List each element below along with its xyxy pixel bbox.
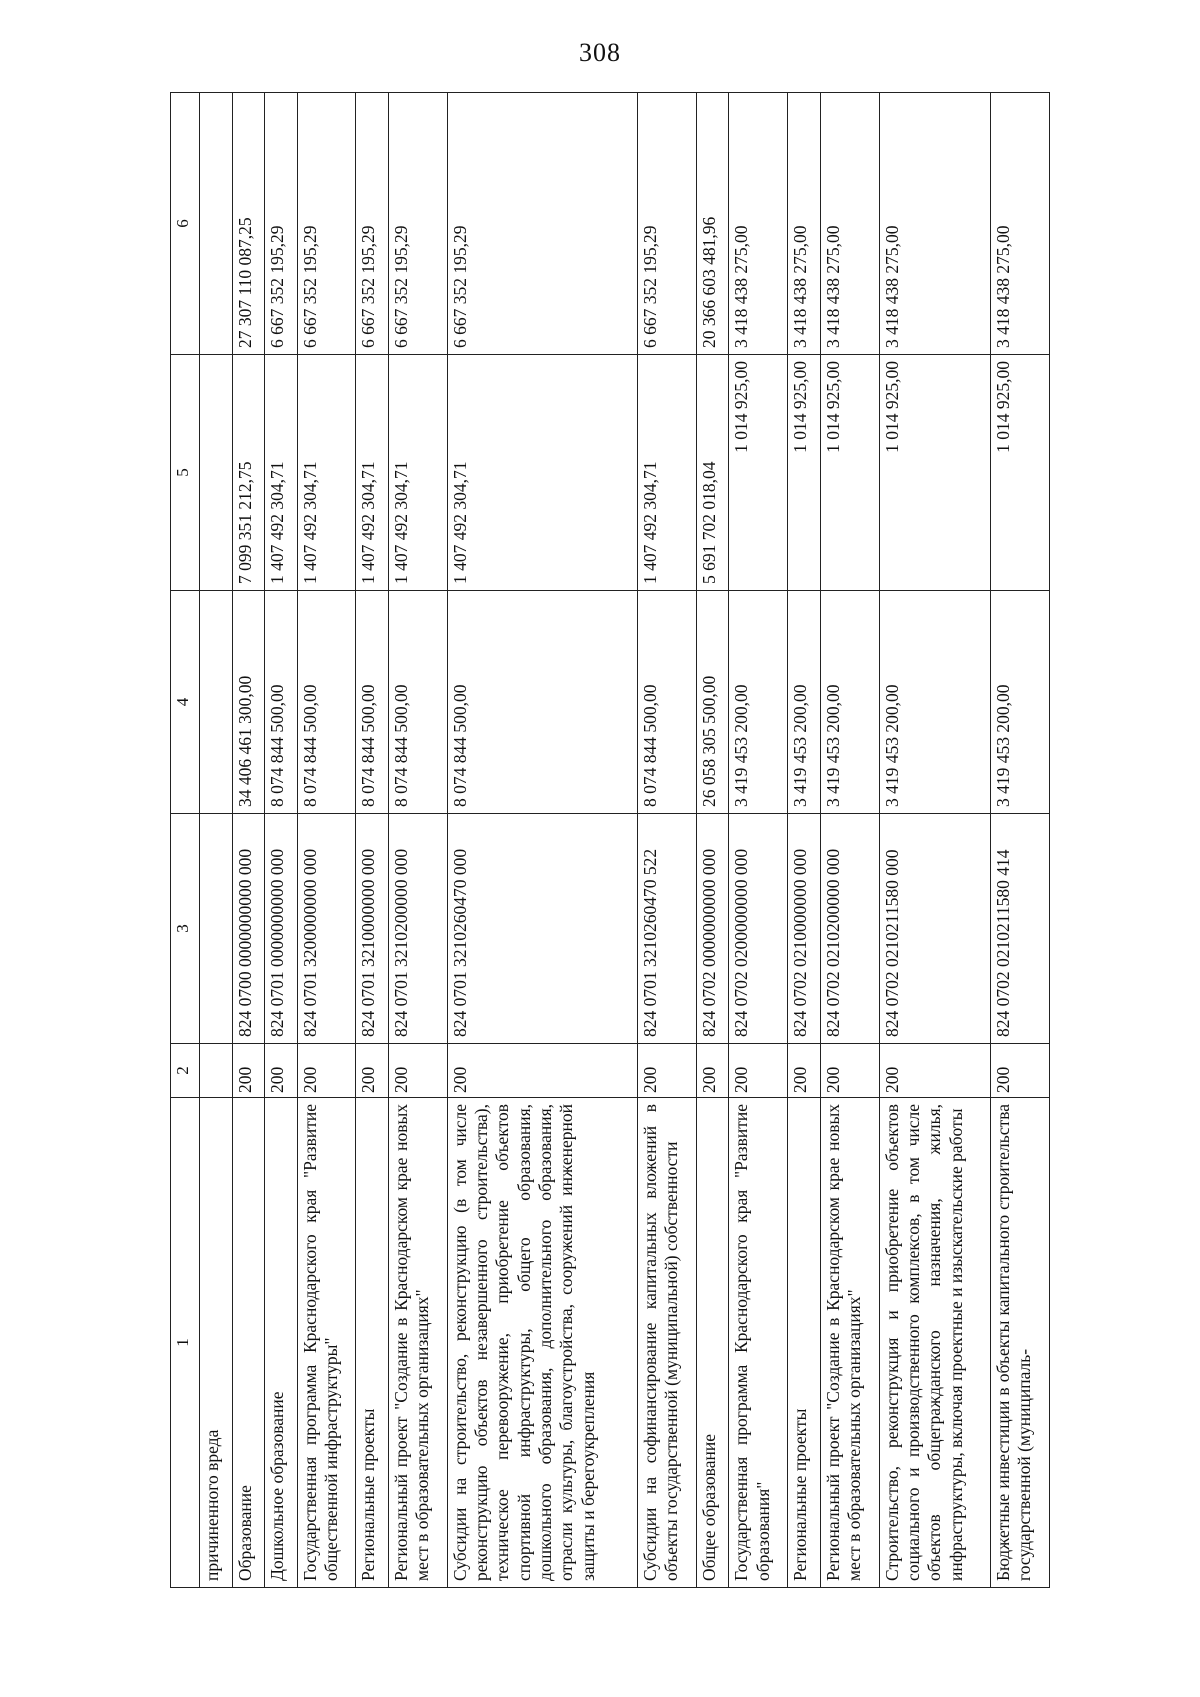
row-plan-value-cell: 3 419 453 200,00 xyxy=(879,591,990,814)
row-name-cell: Региональные проекты xyxy=(356,1098,389,1588)
row-executed-value-cell: 1 014 925,00 xyxy=(820,355,879,591)
row-code-cell: 200 xyxy=(788,1044,821,1098)
row-executed-value-cell: 1 407 492 304,71 xyxy=(388,355,447,591)
row-plan-value-cell: 8 074 844 500,00 xyxy=(447,591,637,814)
row-remaining-value-cell: 3 418 438 275,00 xyxy=(879,93,990,355)
row-remaining-value-cell: 6 667 352 195,29 xyxy=(297,93,356,355)
row-plan-value-cell: 3 419 453 200,00 xyxy=(729,591,788,814)
row-remaining-value-cell: 6 667 352 195,29 xyxy=(638,93,697,355)
row-classification-cell: 824 0702 0210211580 000 xyxy=(879,814,990,1044)
row-code-cell: 200 xyxy=(879,1044,990,1098)
table-row xyxy=(297,93,356,1588)
row-name-cell: Государственная программа Краснодарского края "Развитие образования" xyxy=(729,1098,788,1588)
table-row xyxy=(356,93,389,1588)
table-row xyxy=(788,93,821,1588)
row-remaining-value-cell xyxy=(200,93,233,355)
row-code-cell: 200 xyxy=(820,1044,879,1098)
row-plan-value-cell: 8 074 844 500,00 xyxy=(265,591,298,814)
table-row xyxy=(638,93,697,1588)
row-classification-cell: 824 0702 0210211580 414 xyxy=(991,814,1050,1044)
row-classification-cell: 824 0700 0000000000 000 xyxy=(232,814,265,1044)
row-classification-cell: 824 0702 0200000000 000 xyxy=(729,814,788,1044)
row-remaining-value-cell: 3 418 438 275,00 xyxy=(788,93,821,355)
row-name-cell: Дошкольное образование xyxy=(265,1098,298,1588)
row-classification-cell: 824 0701 0000000000 000 xyxy=(265,814,298,1044)
table-row xyxy=(991,93,1050,1588)
row-name-cell: Региональный проект "Создание в Краснодарском крае новых мест в образовательных организациях" xyxy=(820,1098,879,1588)
row-plan-value-cell: 8 074 844 500,00 xyxy=(638,591,697,814)
row-name-cell: Субсидии на строительство, реконструкцию (в том числе реконструкцию объектов незавершенного строительства), техническое перевооружение, приобретение объектов спортивной инфраструктуры, общего образования, дошкольного образования, дополнительного образования, отрасли культуры, благоустройства, сооружений инженерной защиты и берегоукрепления xyxy=(447,1098,637,1588)
row-remaining-value-cell: 20 366 603 481,96 xyxy=(696,93,729,355)
row-code-cell: 200 xyxy=(638,1044,697,1098)
row-classification-cell: 824 0701 3210260470 000 xyxy=(447,814,637,1044)
row-name-cell: Бюджетные инвестиции в объекты капитального строительства государственной (муниципаль- xyxy=(991,1098,1050,1588)
row-code-cell: 200 xyxy=(991,1044,1050,1098)
row-classification-cell xyxy=(200,814,233,1044)
row-code-cell: 200 xyxy=(297,1044,356,1098)
row-plan-value-cell: 3 419 453 200,00 xyxy=(788,591,821,814)
header-col-3: 3 xyxy=(171,814,200,1044)
row-name-cell: причиненного вреда xyxy=(200,1098,233,1588)
row-code-cell xyxy=(200,1044,233,1098)
row-plan-value-cell: 26 058 305 500,00 xyxy=(696,591,729,814)
row-classification-cell: 824 0702 0000000000 000 xyxy=(696,814,729,1044)
row-executed-value-cell: 1 407 492 304,71 xyxy=(356,355,389,591)
row-code-cell: 200 xyxy=(356,1044,389,1098)
row-name-cell: Общее образование xyxy=(696,1098,729,1588)
row-executed-value-cell: 5 691 702 018,04 xyxy=(696,355,729,591)
row-code-cell: 200 xyxy=(388,1044,447,1098)
header-col-6: 6 xyxy=(171,93,200,355)
header-col-5: 5 xyxy=(171,355,200,591)
row-executed-value-cell: 1 407 492 304,71 xyxy=(297,355,356,591)
table-row xyxy=(879,93,990,1588)
row-code-cell: 200 xyxy=(265,1044,298,1098)
rotated-table-wrapper xyxy=(170,93,1050,1588)
row-executed-value-cell: 1 014 925,00 xyxy=(729,355,788,591)
row-classification-cell: 824 0702 0210200000 000 xyxy=(820,814,879,1044)
row-remaining-value-cell: 6 667 352 195,29 xyxy=(447,93,637,355)
table-row xyxy=(820,93,879,1588)
table-row xyxy=(447,93,637,1588)
row-remaining-value-cell: 6 667 352 195,29 xyxy=(388,93,447,355)
row-remaining-value-cell: 6 667 352 195,29 xyxy=(356,93,389,355)
row-plan-value-cell: 8 074 844 500,00 xyxy=(297,591,356,814)
table-row xyxy=(232,93,265,1588)
row-executed-value-cell xyxy=(200,355,233,591)
table-row xyxy=(696,93,729,1588)
row-code-cell: 200 xyxy=(696,1044,729,1098)
row-classification-cell: 824 0701 3210200000 000 xyxy=(388,814,447,1044)
row-remaining-value-cell: 3 418 438 275,00 xyxy=(991,93,1050,355)
row-classification-cell: 824 0701 3200000000 000 xyxy=(297,814,356,1044)
row-executed-value-cell: 1 407 492 304,71 xyxy=(638,355,697,591)
table-row xyxy=(265,93,298,1588)
row-plan-value-cell: 3 419 453 200,00 xyxy=(991,591,1050,814)
row-classification-cell: 824 0701 3210000000 000 xyxy=(356,814,389,1044)
row-name-cell: Образование xyxy=(232,1098,265,1588)
row-plan-value-cell: 8 074 844 500,00 xyxy=(356,591,389,814)
row-executed-value-cell: 7 099 351 212,75 xyxy=(232,355,265,591)
header-col-1: 1 xyxy=(171,1098,200,1588)
table-row xyxy=(388,93,447,1588)
row-code-cell: 200 xyxy=(232,1044,265,1098)
row-name-cell: Региональные проекты xyxy=(788,1098,821,1588)
table-body xyxy=(200,93,1050,1588)
header-col-4: 4 xyxy=(171,591,200,814)
row-name-cell: Государственная программа Краснодарского края "Развитие общественной инфраструктуры" xyxy=(297,1098,356,1588)
row-executed-value-cell: 1 014 925,00 xyxy=(879,355,990,591)
row-plan-value-cell: 8 074 844 500,00 xyxy=(388,591,447,814)
row-executed-value-cell: 1 014 925,00 xyxy=(788,355,821,591)
row-remaining-value-cell: 3 418 438 275,00 xyxy=(820,93,879,355)
header-col-2: 2 xyxy=(171,1044,200,1098)
row-remaining-value-cell: 6 667 352 195,29 xyxy=(265,93,298,355)
row-plan-value-cell: 34 406 461 300,00 xyxy=(232,591,265,814)
row-name-cell: Строительство, реконструкция и приобретение объектов социального и производственного комплексов, в том числе объектов общегражданского назначения, жилья, инфраструктуры, включая проектные и изыскательские работы xyxy=(879,1098,990,1588)
row-code-cell: 200 xyxy=(447,1044,637,1098)
row-plan-value-cell: 3 419 453 200,00 xyxy=(820,591,879,814)
page-number: 308 xyxy=(579,38,621,67)
table-row xyxy=(729,93,788,1588)
row-remaining-value-cell: 27 307 110 087,25 xyxy=(232,93,265,355)
row-classification-cell: 824 0701 3210260470 522 xyxy=(638,814,697,1044)
row-executed-value-cell: 1 407 492 304,71 xyxy=(447,355,637,591)
row-classification-cell: 824 0702 0210000000 000 xyxy=(788,814,821,1044)
row-executed-value-cell: 1 014 925,00 xyxy=(991,355,1050,591)
budget-table xyxy=(170,92,1050,1588)
row-code-cell: 200 xyxy=(729,1044,788,1098)
header-row xyxy=(171,93,200,1588)
row-name-cell: Региональный проект "Создание в Краснодарском крае новых мест в образовательных организациях" xyxy=(388,1098,447,1588)
table-row xyxy=(200,93,233,1588)
row-name-cell: Субсидии на софинансирование капитальных вложений в объекты государственной (муниципальной) собственности xyxy=(638,1098,697,1588)
row-plan-value-cell xyxy=(200,591,233,814)
row-remaining-value-cell: 3 418 438 275,00 xyxy=(729,93,788,355)
row-executed-value-cell: 1 407 492 304,71 xyxy=(265,355,298,591)
